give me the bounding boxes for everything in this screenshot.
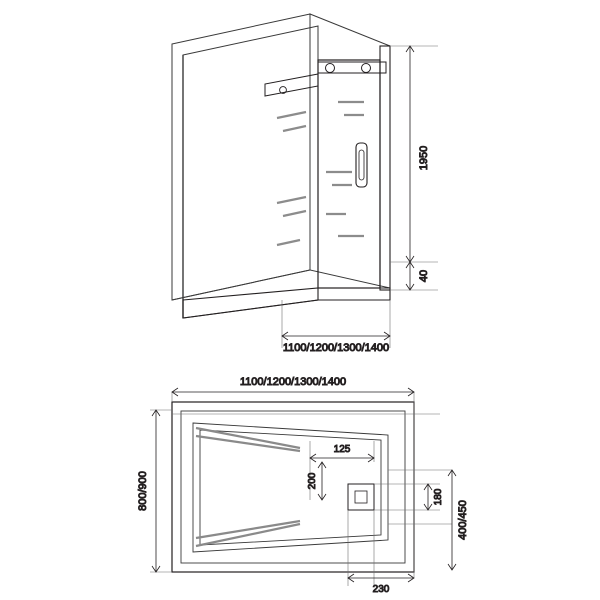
sliding-door-panel	[318, 46, 390, 290]
enclosure-walls	[172, 14, 390, 300]
dimension-label-230: 230	[372, 584, 390, 595]
dimension-width-plan	[172, 376, 414, 396]
dimension-width-elevation	[282, 332, 390, 354]
door-handle	[356, 143, 367, 187]
dimension-400-450	[448, 470, 469, 570]
dimension-label-width-plan: 1100/1200/1300/1400	[239, 376, 347, 388]
plan-extension-lines	[150, 392, 452, 586]
dimension-180	[424, 484, 444, 510]
shower-tray	[183, 288, 390, 318]
fixed-glass-panel	[183, 26, 318, 318]
dimension-label-400-450: 400/450	[457, 500, 469, 540]
dimension-label-width-elevation: 1100/1200/1300/1400	[282, 342, 390, 354]
dimension-230	[348, 574, 414, 595]
top-rail	[265, 62, 386, 96]
door-sweep-lines	[196, 428, 300, 546]
dimension-label-40: 40	[418, 269, 430, 283]
dimension-label-depth-plan: 800/900	[137, 471, 149, 511]
plan-view	[137, 376, 469, 595]
dimension-depth-plan	[137, 410, 160, 572]
dimension-label-180: 180	[433, 488, 444, 506]
glass-highlights-left	[277, 112, 306, 245]
dimension-125	[310, 444, 374, 462]
profile-detail	[348, 484, 374, 510]
elevation-view	[172, 14, 438, 354]
dimension-label-1950: 1950	[418, 145, 430, 171]
dimension-label-200: 200	[307, 472, 318, 490]
dimension-label-125: 125	[333, 444, 351, 455]
glass-highlights-door	[326, 102, 364, 236]
tray-outline	[172, 402, 414, 572]
dimension-height-1950	[406, 46, 430, 262]
dimension-height-40	[406, 262, 430, 290]
